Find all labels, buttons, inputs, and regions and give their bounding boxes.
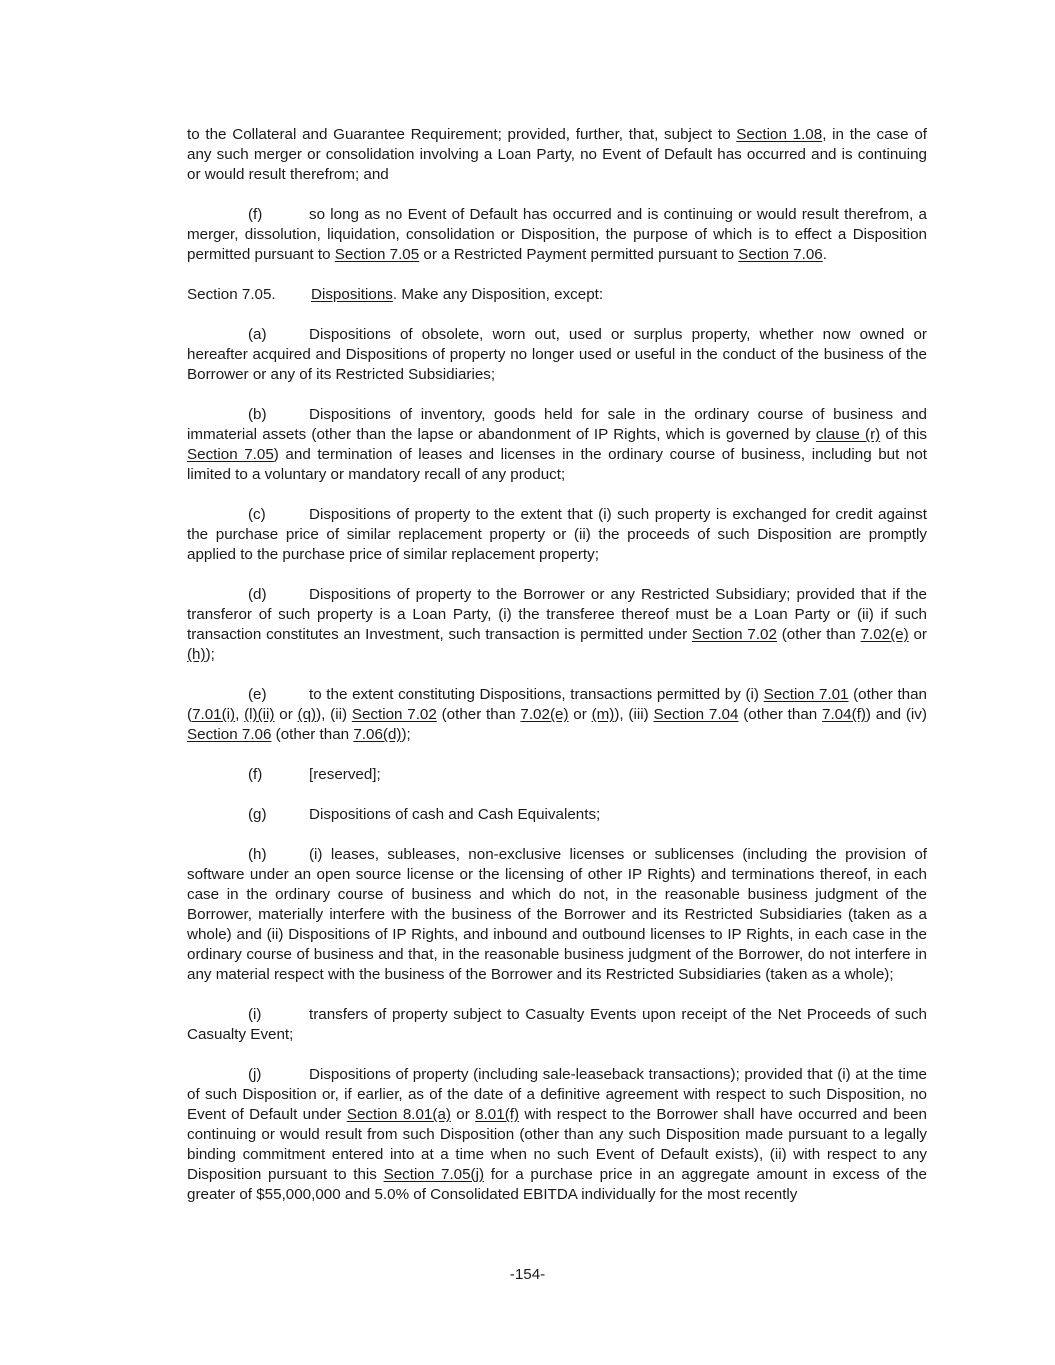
section-reference: 8.01(f) <box>475 1106 520 1123</box>
section-reference: Section 7.06 <box>738 246 823 263</box>
clause-label: (d) <box>248 586 267 603</box>
section-reference: Section 7.01 <box>763 686 849 703</box>
clause-label: (h) <box>248 846 267 863</box>
clause-h: (h) (i) leases, subleases, non-exclusive licenses or sublicenses (including the provision of software under an open source license or the licensing of other IP Rights) and terminations thereof, in each case in the ordinary course of business and which do not, in the reasonable business judgment of the Borrower, materially interfere with the business of the Borrower and its Restricted Subsidiaries (taken as a whole) and (ii) Dispositions of IP Rights, and inbound and outbound licenses to IP Rights, in each case in the ordinary course of business and that, in the reasonable business judgment of the Borrower, do not interfere in any material respect with the business of the Borrower and its Restricted Subsidiaries (taken as a whole); <box>187 846 927 983</box>
clause-f-previous: (f) so long as no Event of Default has occurred and is continuing or would result therefrom, a merger, dissolution, liquidation, consolidation or Disposition, the purpose of which is to effect a Disposition permitted pursuant to Section 7.05 or a Restricted Payment permitted pursuant to Section 7.06. <box>187 206 927 263</box>
clause-label: (c) <box>248 506 266 523</box>
section-reference: Section 7.05(j) <box>383 1166 485 1183</box>
section-reference: Section 8.01(a) <box>346 1106 451 1123</box>
section-reference: Section 7.02 <box>691 626 777 643</box>
section-reference: Section 7.02 <box>351 706 437 723</box>
section-heading: Section 7.05. Dispositions. Make any Disposition, except: <box>187 286 604 303</box>
page-body <box>187 125 927 1225</box>
clause-d: (d) Dispositions of property to the Borrower or any Restricted Subsidiary; provided that if the transferor of such property is a Loan Party, (i) the transferee thereof must be a Loan Party or (ii) if such transaction constitutes an Investment, such transaction is permitted under Section 7.02 (other than 7.02(e) or (h)); <box>187 586 927 663</box>
section-reference: 7.02(e) <box>520 706 569 723</box>
clause-label: (f) <box>248 206 263 223</box>
clause-label: (e) <box>248 686 267 703</box>
section-reference: (q) <box>297 706 317 723</box>
continuation-paragraph: to the Collateral and Guarantee Requirement; provided, further, that, subject to Section 1.08, in the case of any such merger or consolidation involving a Loan Party, no Event of Default has occurred and is continuing or would result therefrom; and <box>187 126 928 183</box>
section-reference: (h) <box>187 646 206 663</box>
clause-label: (b) <box>248 406 267 423</box>
section-reference: Section 7.04 <box>653 706 739 723</box>
clause-label: (a) <box>248 326 267 343</box>
clause-label: (g) <box>248 806 267 823</box>
section-reference: 7.06(d) <box>353 726 402 743</box>
clause-a: (a) Dispositions of obsolete, worn out, used or surplus property, whether now owned or hereafter acquired and Dispositions of property no longer used or useful in the conduct of the business of the Borrower or any of its Restricted Subsidiaries; <box>187 326 927 383</box>
clause-f: (f) [reserved]; <box>248 766 381 783</box>
section-reference: Section 7.06 <box>187 726 272 743</box>
section-reference: Section 1.08 <box>736 126 823 143</box>
section-title: Dispositions <box>311 286 393 303</box>
page-number: -154- <box>509 1266 546 1283</box>
clause-label: (j) <box>248 1066 262 1083</box>
section-number: Section 7.05. <box>187 286 276 303</box>
section-reference: (l)(ii) <box>244 706 275 723</box>
clause-b: (b) Dispositions of inventory, goods held for sale in the ordinary course of business and immaterial assets (other than the lapse or abandonment of IP Rights, which is governed by clause (r) of this Section 7.05) and termination of leases and licenses in the ordinary course of business, including but not limited to a voluntary or mandatory recall of any product; <box>187 406 927 483</box>
section-reference: Section 7.05 <box>187 446 274 463</box>
clause-j: (j) Dispositions of property (including sale-leaseback transactions); provided that (i) at the time of such Disposition or, if earlier, as of the date of a definitive agreement with respect to such Disposition, no Event of Default under Section 8.01(a) or 8.01(f) with respect to the Borrower shall have occurred and been continuing or would result from such Disposition (other than any such Disposition made pursuant to a legally binding commitment entered into at a time when no such Event of Default exists), (ii) with respect to any Disposition pursuant to this Section 7.05(j) for a purchase price in an aggregate amount in excess of the greater of $55,000,000 and 5.0% of Consolidated EBITDA individually for the most recently <box>187 1066 928 1203</box>
section-reference: 7.01(i) <box>192 706 236 723</box>
section-reference: clause (r) <box>815 426 881 443</box>
section-reference: Section 7.05 <box>334 246 420 263</box>
section-reference: (m) <box>591 706 615 723</box>
clause-i: (i) transfers of property subject to Casualty Events upon receipt of the Net Proceeds of such Casualty Event; <box>187 1006 927 1043</box>
clause-c: (c) Dispositions of property to the extent that (i) such property is exchanged for credit against the purchase price of similar replacement property or (ii) the proceeds of such Disposition are promptly applied to the purchase price of similar replacement property; <box>187 506 927 563</box>
clause-label: (i) <box>248 1006 262 1023</box>
clause-e: (e) to the extent constituting Dispositions, transactions permitted by (i) Section 7.01 (other than (7.01(i), (l)(ii) or (q)), (ii) Section 7.02 (other than 7.02(e) or (m)), (iii) Section 7.04 (other than 7.04(f)) and (iv) Section 7.06 (other than 7.06(d)); <box>187 686 928 743</box>
clause-g: (g) Dispositions of cash and Cash Equivalents; <box>248 806 601 823</box>
clause-label: (f) <box>248 766 263 783</box>
section-reference: 7.02(e) <box>860 626 909 643</box>
section-reference: 7.04(f) <box>822 706 866 723</box>
